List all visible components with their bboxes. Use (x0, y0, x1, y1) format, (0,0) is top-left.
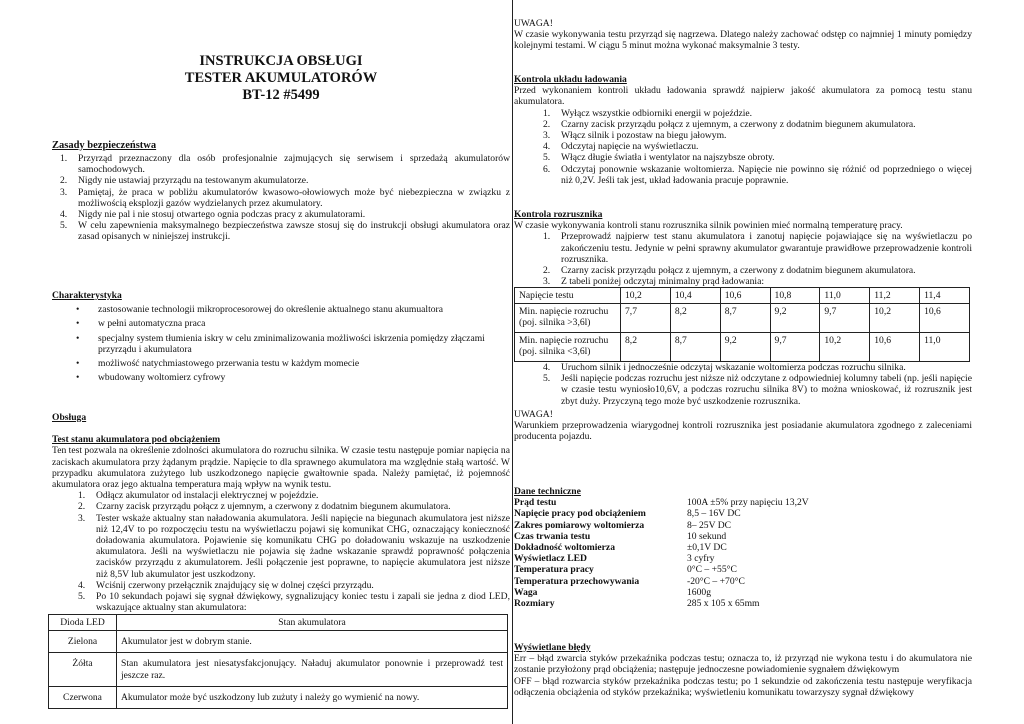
bullet-icon: • (76, 372, 80, 384)
charging-step-text: Odczytaj ponownie wskazanie woltomierza. Napięcie nie powinno się różnić od poprzedniego o więcej niż 0,2V. Jeśli tak jest, układ ładowania pracuje poprawnie. (561, 163, 972, 186)
starter-steps-2-wrap (514, 362, 972, 442)
load-test-step-text: Tester wskaże aktualny stan naładowania akumulatora. Jeśli napięcie na biegunach akumulatora jest niższe niż 12,4V to po rozpoczęciu testu na wyświetlaczu pojawi się komunikat CHG, oznaczający konieczność doładowania akumulatora. Pojawienie się komunikatu CHG po doładowaniu wskazuje na uszkodzenie akumulatora. Jeśli na wyświetlaczu nie pojawia się żadne wskazanie sprawdź poprawność połączenia zacisków przyrządu z akumulatorem. Jeśli połączenie jest poprawne, to napięcie akumulatora jest niższe niż 8,5V lub akumulator jest uszkodzony. (96, 512, 510, 580)
spec-value: 100A ±5% przy napięciu 13,2V (687, 497, 809, 509)
feature-text: możliwość natychmiastowego przerwania testu w każdym momecie (98, 358, 360, 370)
spec-label: Zakres pomiarowy woltomierza (514, 519, 645, 531)
safety-item (60, 186, 510, 209)
voltage-table-row (515, 288, 970, 304)
load-test-step-number: 5. (78, 591, 86, 603)
starter-step (543, 265, 972, 277)
safety-item-number: 2. (60, 175, 68, 187)
led-table-row (49, 653, 508, 686)
voltage-cell: 8,2 (621, 333, 671, 362)
starter-step (543, 362, 972, 373)
voltage-table (514, 287, 970, 362)
specs-list (514, 497, 972, 609)
charging-step-number: 3. (543, 130, 551, 142)
charging-steps (543, 107, 972, 186)
led-status-cell: Akumulator jest w dobrym stanie. (117, 631, 508, 653)
voltage-cell: 10,6 (870, 333, 920, 362)
load-test-step-number: 1. (78, 490, 86, 502)
warning-box-1 (514, 18, 972, 52)
spec-row (514, 542, 972, 553)
spec-value: 1600g (687, 586, 711, 598)
spec-row (514, 576, 972, 587)
spec-label: Temperatura pracy (514, 564, 594, 576)
starter-warning-heading: UWAGA! (514, 408, 553, 420)
load-test-step-text: Odłącz akumulator od instalacji elektrycznej w pojeździe. (96, 490, 319, 502)
title-line-3: BT-12 #5499 (242, 87, 320, 103)
spec-label: Rozmiary (514, 598, 555, 610)
voltage-cell: 8,7 (720, 304, 770, 333)
starter-intro: W czasie wykonywania kontroli stanu rozrusznika silnik powinien mieć normalną temperaturę pracy. (514, 220, 903, 232)
safety-item-number: 1. (60, 153, 68, 164)
spec-row (514, 497, 972, 508)
bullet-icon: • (76, 304, 80, 316)
error-err: Err – błąd zwarcia styków przekaźnika podczas testu; oznacza to, iż przyrząd nie wykona testu i do akumulatora nie zostanie przyłożony prąd obciążenia; następuje jednoczesne powiadomienie sygnałem dźwiękowym (514, 653, 972, 676)
starter-step-number: 5. (543, 373, 551, 385)
title-line-2: TESTER AKUMULATORÓW (184, 70, 378, 86)
voltage-cell: 7,7 (621, 304, 671, 333)
load-test-step-number: 2. (78, 501, 86, 513)
voltage-cell: 11,2 (870, 288, 920, 304)
feature-text: wbudowany woltomierz cyfrowy (98, 372, 226, 384)
spec-value: 285 x 105 x 65mm (687, 598, 760, 610)
errors-heading: Wyświetlane błędy (514, 642, 591, 653)
led-table-header-cell: Stan akumulatora (117, 615, 508, 631)
safety-item-text: Nigdy nie pal i nie stosuj otwartego ognia podczas pracy z akumulatorami. (78, 209, 366, 221)
charging-heading: Kontrola układu ładowania (514, 74, 627, 85)
safety-item (60, 209, 510, 221)
starter-step-text: Przeprowadź najpierw test stanu akumulatora i zanotuj napięcie pojawiające się na wyświetlaczu po zakończeniu testu. Jedynie w pełni sprawny akumulator gwarantuje prawidłowe przeprowadzenie kontroli rozrusznika. (561, 231, 972, 265)
voltage-cell: 9,2 (720, 333, 770, 362)
safety-item-text: W celu zapewnienia maksymalnego bezpieczeństwa zawsze stosuj się do instrukcji obsługi akumulatora oraz zasad opisanych w niniejszej instrukcji. (78, 220, 510, 243)
charging-step (543, 163, 972, 186)
charging-step-number: 4. (543, 141, 551, 153)
spec-value: ±0,1V DC (687, 542, 727, 554)
starter-step (543, 276, 972, 288)
load-test-step (78, 490, 510, 502)
operation-heading: Obsługa (52, 412, 87, 423)
load-test-step (78, 579, 510, 591)
feature-text: zastosowanie technologii mikroprocesorowej do określenie aktualnego stanu akumualtora (98, 304, 444, 316)
voltage-cell: 11,0 (820, 288, 870, 304)
spec-row (514, 553, 972, 564)
led-color-cell: Żółta (49, 653, 117, 686)
charging-step-number: 5. (543, 152, 551, 164)
spec-label: Napięcie pracy pod obciążeniem (514, 508, 646, 520)
spec-value: 10 sekund (687, 530, 727, 542)
bullet-icon: • (76, 358, 80, 370)
spec-row (514, 520, 972, 531)
led-table-row (49, 686, 508, 708)
voltage-row-label: Min. napięcie rozruchu (poj. silnika >3,6l) (515, 304, 621, 333)
load-test-steps (78, 490, 510, 614)
led-status-cell: Akumulator może być uszkodzony lub zużuty i należy go wymienić na nowy. (117, 686, 508, 708)
voltage-cell: 9,7 (820, 304, 870, 333)
starter-steps-2 (543, 362, 972, 407)
starter-section (514, 209, 972, 287)
warning-heading-1: UWAGA! (514, 18, 553, 29)
voltage-cell: 10,2 (820, 333, 870, 362)
feature-item (76, 372, 510, 384)
voltage-cell: 11,4 (920, 288, 970, 304)
voltage-table-row (515, 333, 970, 362)
specs-section (514, 486, 972, 609)
voltage-row-label: Napięcie testu (515, 288, 621, 304)
charging-section (514, 74, 972, 186)
charging-step (543, 152, 972, 164)
charging-step-text: Czarny zacisk przyrządu połącz z ujemnym, a czerwony z dodatnim biegunem akumulatora. (561, 118, 916, 130)
led-status-cell: Stan akumulatora jest niesatysfakcjonujący. Naładuj akumulator ponownie i przeprowadź test jeszcze raz. (117, 653, 508, 686)
safety-heading: Zasady bezpieczeństwa (52, 140, 157, 151)
features-list (76, 304, 510, 384)
spec-value: 0°C – +55°C (687, 564, 737, 576)
led-color-cell: Zielona (49, 631, 117, 653)
led-color-cell: Czerwona (49, 686, 117, 708)
led-table-header-cell: Dioda LED (49, 615, 117, 631)
load-test-intro: Ten test pozwala na określenie zdolności akumulatora do rozruchu silnika. W czasie testu następuje pomiar napięcia na zaciskach akumulatora przy żądanym prądzie. Napięcie to dla sprawnego akumulatora ma względnie stałą wartość. W przypadku akumulatora zużytego lub uszkodzonego napięcie gwałtownie spada. Należy pamiętać, iż pojemność akumulatora oraz jego aktualna temperatura mają wpływ na wynik testu. (52, 445, 510, 491)
features-section (52, 290, 510, 386)
load-test-heading: Test stanu akumulatora pod obciążeniem (52, 434, 221, 446)
feature-item (76, 332, 510, 355)
feature-item (76, 304, 510, 316)
charging-step (543, 107, 972, 119)
specs-heading: Dane techniczne (514, 486, 581, 497)
starter-step-number: 4. (543, 362, 551, 373)
voltage-cell: 10,2 (621, 288, 671, 304)
spec-value: 8– 25V DC (687, 519, 732, 531)
load-test-step-text: Wciśnij czerwony przełącznik znajdujący się w dolnej części przyrządu. (96, 579, 374, 591)
voltage-cell: 8,7 (670, 333, 720, 362)
feature-item (76, 318, 510, 330)
voltage-cell: 10,6 (720, 288, 770, 304)
spec-row (514, 587, 972, 598)
spec-label: Temperatura przechowywania (514, 575, 640, 587)
left-column (52, 0, 510, 724)
starter-step (543, 373, 972, 407)
starter-heading: Kontrola rozrusznika (514, 209, 603, 220)
charging-step-text: Włącz długie światła i wentylator na najszybsze obroty. (561, 152, 775, 164)
title-line-1: INSTRUKCJA OBSŁUGI (199, 53, 363, 69)
safety-item-number: 3. (60, 186, 68, 198)
voltage-cell: 10,2 (870, 304, 920, 333)
feature-text: specjalny system tłumienia iskry w celu zminimalizowania możliwości iskrzenia pomiędzy złączami przyrządu i akumulatora (98, 332, 485, 355)
starter-steps (543, 231, 972, 288)
charging-step (543, 141, 972, 153)
starter-step-number: 2. (543, 265, 551, 277)
safety-item (60, 153, 510, 176)
led-table-header-row (49, 615, 508, 631)
load-test-step (78, 591, 510, 614)
starter-step-text: Jeśli napięcie podczas rozruchu jest niższe niż odczytane z odpowiedniej kolumny tabeli (np. jeśli napięcie w czasie testu wyniosło10,6V, a podczas rozruchu silnika 8V) to można wnioskować, iż rozrusznik jest zbyt duży. Przyczyną tego może być uszkodzenie rozrusznika. (561, 373, 972, 407)
charging-step-text: Wyłącz wszystkie odbiorniki energii w pojeździe. (561, 107, 753, 119)
load-test-step-text: Czarny zacisk przyrządu połącz z ujemnym, a czerwony z dodatnim biegunem akumulatora. (96, 501, 451, 513)
feature-item (76, 358, 510, 370)
bullet-icon: • (76, 332, 80, 344)
voltage-cell: 9,2 (770, 304, 820, 333)
operation-section (52, 412, 510, 613)
safety-item (60, 220, 510, 243)
spec-row (514, 531, 972, 542)
voltage-cell: 9,7 (770, 333, 820, 362)
spec-row (514, 564, 972, 575)
spec-row (514, 508, 972, 519)
spec-label: Waga (514, 586, 538, 598)
safety-section (52, 140, 510, 243)
led-table-row (49, 631, 508, 653)
safety-list (60, 153, 510, 243)
safety-item-number: 4. (60, 209, 68, 221)
safety-item-number: 5. (60, 220, 68, 232)
safety-item-text: Nigdy nie ustawiaj przyrządu na testowanym akumulatorze. (78, 175, 309, 187)
charging-step (543, 118, 972, 130)
right-column (514, 0, 972, 724)
voltage-row-label: Min. napięcie rozruchu (poj. silnika <3,6l) (515, 333, 621, 362)
spec-label: Dokładność woltomierza (514, 542, 615, 554)
load-test-step-text: Po 10 sekundach pojawi się sygnał dźwiękowy, sygnalizujący koniec testu i zapali sie jedna z diod LED, wskazujące aktualny stan akumulatora: (96, 591, 510, 614)
load-test-step (78, 512, 510, 580)
error-off: OFF – błąd rozwarcia styków przekaźnika podczas testu; po 1 sekundzie od zakończenia testu następuje weryfikacja odłączenia obciążenia od styków przekaźnika; wyświetleniu komunikatu towarzyszy sygnał dźwiękowy (514, 675, 972, 698)
feature-text: w pełni automatyczna praca (98, 318, 206, 330)
load-test-step-number: 3. (78, 512, 86, 524)
charging-step-number: 2. (543, 118, 551, 130)
charging-step-text: Odczytaj napięcie na wyświetlaczu. (561, 141, 699, 153)
starter-step-number: 1. (543, 231, 551, 243)
warning-text-1: W czasie wykonywania testu przyrząd się nagrzewa. Dlatego należy zachować odstęp co najmniej 1 minuty pomiędzy kolejnymi testami. W ciągu 5 minut można wykonać maksymalnie 3 testy. (514, 29, 972, 52)
starter-step-text: Uruchom silnik i jednocześnie odczytaj wskazanie woltomierza podczas rozruchu silnika. (561, 362, 906, 373)
charging-step (543, 130, 972, 142)
charging-step-number: 1. (543, 107, 551, 119)
charging-step-number: 6. (543, 163, 551, 175)
column-divider (512, 0, 513, 724)
voltage-cell: 11,0 (920, 333, 970, 362)
load-test-step-number: 4. (78, 579, 86, 591)
voltage-cell: 8,2 (670, 304, 720, 333)
led-table (48, 614, 508, 709)
voltage-table-row (515, 304, 970, 333)
spec-row (514, 598, 972, 609)
spec-label: Czas trwania testu (514, 530, 591, 542)
bullet-icon: • (76, 318, 80, 330)
starter-step (543, 231, 972, 265)
starter-warning-text: Warunkiem przeprowadzenia wiarygodnej kontroli rozrusznika jest posiadanie akumulatora zgodnego z zaleceniami producenta pojazdu. (514, 420, 972, 443)
spec-value: 3 cyfry (687, 553, 715, 565)
spec-label: Prąd testu (514, 497, 557, 509)
load-test-step (78, 501, 510, 513)
features-heading: Charakterystyka (52, 290, 122, 301)
voltage-cell: 10,8 (770, 288, 820, 304)
charging-step-text: Włącz silnik i pozostaw na biegu jałowym. (561, 130, 727, 142)
starter-step-text: Z tabeli poniżej odczytaj minimalny prąd ładowania: (561, 276, 765, 288)
starter-step-number: 3. (543, 276, 551, 288)
voltage-cell: 10,4 (670, 288, 720, 304)
spec-value: -20°C – +70°C (687, 575, 745, 587)
voltage-cell: 10,6 (920, 304, 970, 333)
safety-item-text: Pamiętaj, że praca w pobliżu akumulatorów kwasowo-ołowiowych może być niebezpieczna w związku z możliwością eksplozji gazów wydzielanych przez akumulatory. (78, 186, 510, 209)
spec-label: Wyświetlacz LED (514, 553, 587, 565)
starter-step-text: Czarny zacisk przyrządu połącz z ujemnym, a czerwony z dodatnim biegunem akumulatora. (561, 265, 916, 277)
safety-item (60, 175, 510, 187)
charging-intro: Przed wykonaniem kontroli układu ładowania sprawdź najpierw jakość akumulatora za pomocą testu stanu akumulatora. (514, 85, 972, 108)
document-title (52, 53, 510, 104)
safety-item-text: Przyrząd przeznaczony dla osób profesjonalnie zajmujących się serwisem i sprzedażą akumulatorów samochodowych. (78, 153, 510, 176)
errors-section (514, 642, 972, 698)
spec-value: 8,5 – 16V DC (687, 508, 741, 520)
